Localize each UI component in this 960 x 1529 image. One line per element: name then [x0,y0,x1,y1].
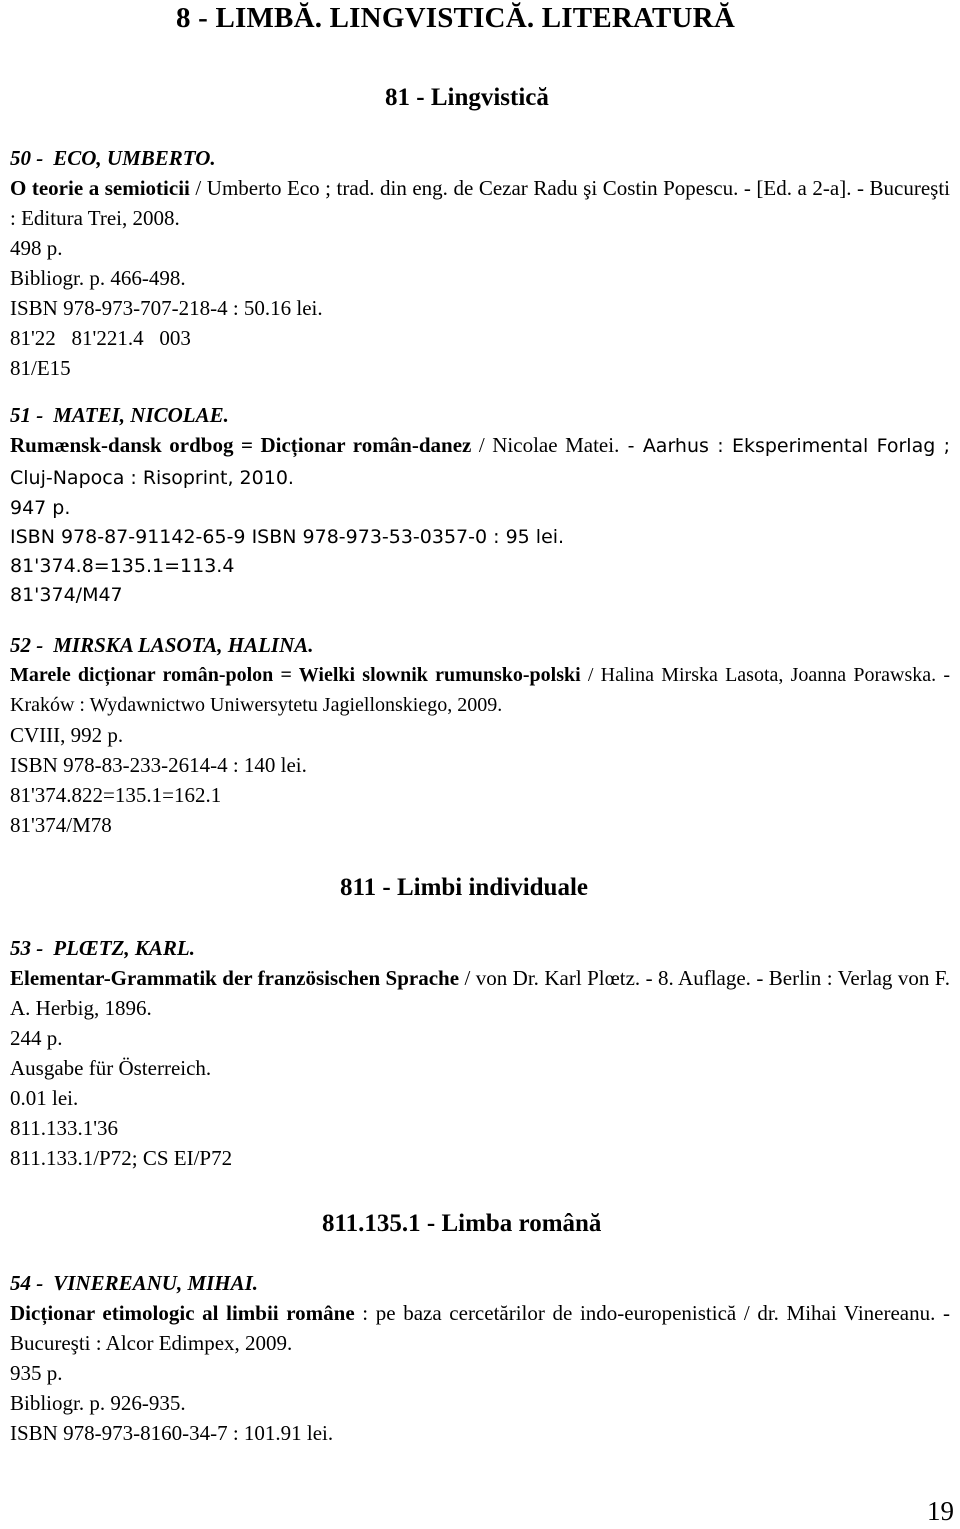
entry-52 [10,630,950,840]
section-heading-811-135-1: 811.135.1 - Limba română [322,1210,602,1237]
entry-bibliography: Bibliogr. p. 466-498. [10,266,186,290]
entry-description [10,963,950,1023]
entry-header [10,630,950,660]
entry-classification: 81'374.822=135.1=162.1 [10,783,222,807]
entry-description [10,660,950,720]
entry-isbn: ISBN 978-83-233-2614-4 : 140 lei. [10,753,307,777]
page-number: 19 [927,1496,954,1526]
entry-publication: / Nicolae Matei. [471,433,620,457]
entry-classification: 81'374.8=135.1=113.4 [10,555,235,577]
entry-publisher: - Aarhus : Eksperimental Forlag ; Cluj-Napoca : Risoprint, 2010. [10,435,951,489]
entry-publication: / von Dr. Karl Plœtz. - 8. Auflage. - Berlin : Verlag von F. A. Herbig, 1896. [10,966,950,1020]
entry-classification: 81'22 81'221.4 003 [10,326,191,350]
entry-isbn: ISBN 978-973-707-218-4 : 50.16 lei. [10,296,323,320]
entry-description [10,1298,950,1358]
entry-call-number: 81/E15 [10,356,71,380]
entry-description [10,430,950,494]
entry-pages: 947 p. [10,497,71,519]
entry-50 [10,143,950,383]
entry-header [10,143,950,173]
entry-title: Dicționar etimologic al limbii române [10,1301,355,1325]
entry-publication: / Umberto Eco ; trad. din eng. de Cezar Radu şi Costin Popescu. - [Ed. a 2-a]. - Bucureşti : Editura Trei, 2008. [10,176,951,230]
entry-header [10,400,950,430]
page-title: 8 - LIMBĂ. LINGVISTICĂ. LITERATURĂ [176,2,735,34]
entry-call-number: 81'374/M47 [10,584,123,606]
entry-number: 52 - [10,633,44,657]
entry-pages: 498 p. [10,236,63,260]
entry-54 [10,1268,950,1448]
entry-isbn: ISBN 978-87-91142-65-9 ISBN 978-973-53-0357-0 : 95 lei. [10,526,565,548]
entry-number: 50 - [10,146,44,170]
entry-header [10,1268,950,1298]
entry-description [10,173,950,233]
entry-header [10,933,950,963]
entry-title: Rumænsk-dansk ordbog = Dicționar român-danez [10,433,472,457]
section-heading-81: 81 - Lingvistică [385,84,549,111]
entry-author: VINEREANU, MIHAI. [53,1271,259,1295]
entry-53 [10,933,950,1173]
entry-call-number: 811.133.1/P72; CS EI/P72 [10,1146,233,1170]
entry-bibliography: Bibliogr. p. 926-935. [10,1391,186,1415]
entry-author: ECO, UMBERTO. [53,146,216,170]
entry-pages: CVIII, 992 p. [10,723,124,747]
section-heading-811: 811 - Limbi individuale [340,874,588,901]
entry-number: 51 - [10,403,44,427]
entry-publication: / Halina Mirska Lasota, Joanna Porawska. - Kraków : Wydawnictwo Uniwersytetu Jagiellonskiego, 2009. [10,664,950,716]
entry-number: 54 - [10,1271,44,1295]
entry-publication: : pe baza cercetărilor de indo-europenistică / dr. Mihai Vinereanu. - Bucureşti : Alcor Edimpex, 2009. [10,1301,950,1355]
entry-author: PLŒTZ, KARL. [53,936,195,960]
entry-number: 53 - [10,936,44,960]
entry-classification: 811.133.1'36 [10,1116,119,1140]
entry-isbn: ISBN 978-973-8160-34-7 : 101.91 lei. [10,1421,334,1445]
entry-pages: 935 p. [10,1361,63,1385]
entry-author: MIRSKA LASOTA, HALINA. [53,633,314,657]
entry-price: 0.01 lei. [10,1086,79,1110]
entry-51 [10,400,950,610]
entry-title: Marele dicționar român-polon = Wielki slownik rumunsko-polski [10,664,581,686]
entry-author: MATEI, NICOLAE. [53,403,229,427]
entry-pages: 244 p. [10,1026,63,1050]
entry-title: O teorie a semioticii [10,176,190,200]
entry-call-number: 81'374/M78 [10,813,112,837]
entry-note: Ausgabe für Österreich. [10,1056,212,1080]
entry-title: Elementar-Grammatik der französischen Sprache [10,966,460,990]
